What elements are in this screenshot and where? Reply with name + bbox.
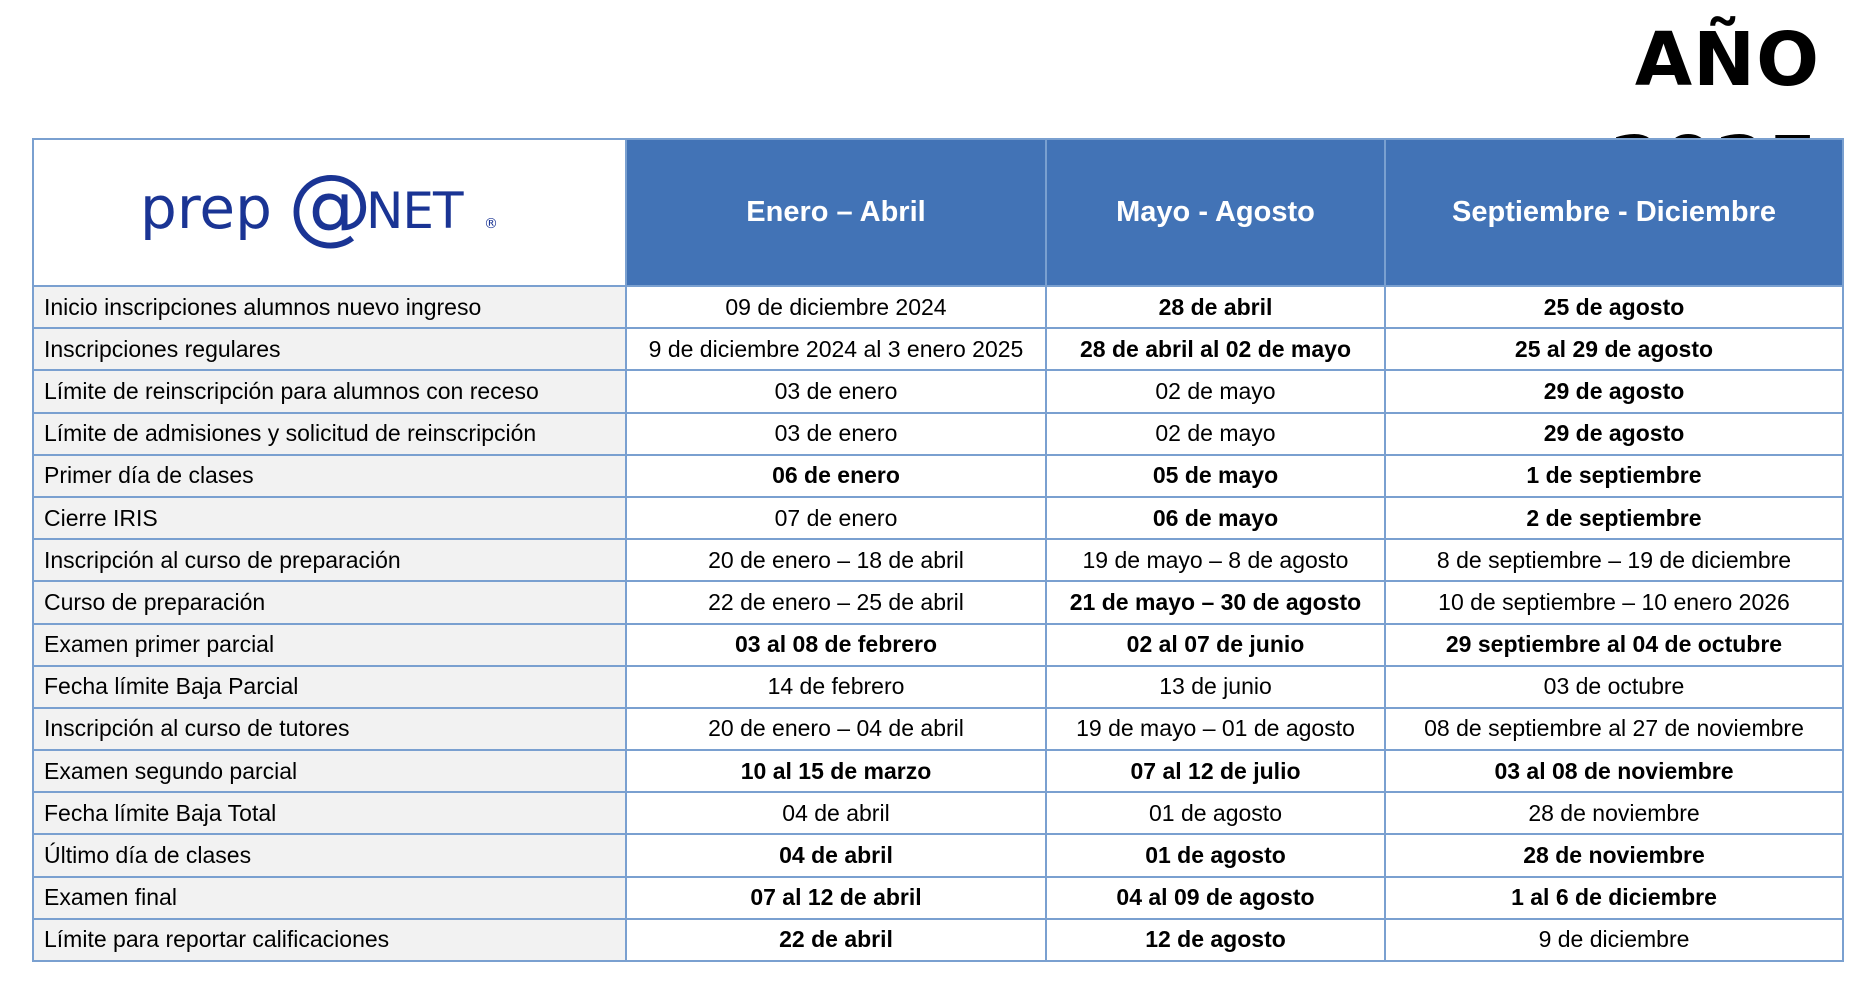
cell-period-1: 03 de enero xyxy=(626,413,1046,455)
cell-period-2: 07 al 12 de julio xyxy=(1046,750,1385,792)
cell-period-1: 10 al 15 de marzo xyxy=(626,750,1046,792)
table-row xyxy=(33,497,1843,539)
cell-period-3: 29 de agosto xyxy=(1385,413,1843,455)
cell-period-1: 04 de abril xyxy=(626,834,1046,876)
cell-period-3: 03 de octubre xyxy=(1385,666,1843,708)
cell-period-3: 03 al 08 de noviembre xyxy=(1385,750,1843,792)
cell-period-2: 04 al 09 de agosto xyxy=(1046,877,1385,919)
table-row xyxy=(33,624,1843,666)
cell-period-1: 03 al 08 de febrero xyxy=(626,624,1046,666)
cell-period-3: 10 de septiembre – 10 enero 2026 xyxy=(1385,581,1843,623)
table-row xyxy=(33,750,1843,792)
cell-period-3: 9 de diciembre xyxy=(1385,919,1843,961)
cell-period-2: 06 de mayo xyxy=(1046,497,1385,539)
cell-period-1: 9 de diciembre 2024 al 3 enero 2025 xyxy=(626,328,1046,370)
cell-period-3: 2 de septiembre xyxy=(1385,497,1843,539)
cell-period-2: 01 de agosto xyxy=(1046,834,1385,876)
row-label: Curso de preparación xyxy=(33,581,626,623)
cell-period-1: 22 de enero – 25 de abril xyxy=(626,581,1046,623)
cell-period-1: 20 de enero – 04 de abril xyxy=(626,708,1046,750)
row-label: Límite de admisiones y solicitud de reinscripción xyxy=(33,413,626,455)
cell-period-3: 08 de septiembre al 27 de noviembre xyxy=(1385,708,1843,750)
logo-text-at: @ xyxy=(287,167,372,254)
cell-period-3: 8 de septiembre – 19 de diciembre xyxy=(1385,539,1843,581)
table-header-row xyxy=(33,139,1843,286)
row-label: Límite de reinscripción para alumnos con receso xyxy=(33,370,626,412)
cell-period-1: 22 de abril xyxy=(626,919,1046,961)
cell-period-2: 19 de mayo – 01 de agosto xyxy=(1046,708,1385,750)
page-title: AÑO xyxy=(1634,17,1820,103)
row-label: Inicio inscripciones alumnos nuevo ingreso xyxy=(33,286,626,328)
cell-period-3: 29 septiembre al 04 de octubre xyxy=(1385,624,1843,666)
cell-period-1: 07 al 12 de abril xyxy=(626,877,1046,919)
table-row xyxy=(33,666,1843,708)
row-label: Límite para reportar calificaciones xyxy=(33,919,626,961)
row-label: Examen segundo parcial xyxy=(33,750,626,792)
table-row xyxy=(33,581,1843,623)
cell-period-3: 1 al 6 de diciembre xyxy=(1385,877,1843,919)
table-row xyxy=(33,539,1843,581)
cell-period-1: 20 de enero – 18 de abril xyxy=(626,539,1046,581)
cell-period-2: 01 de agosto xyxy=(1046,792,1385,834)
table-row xyxy=(33,455,1843,497)
prepanet-logo-icon xyxy=(140,168,520,258)
header-period-1: Enero – Abril xyxy=(626,139,1046,286)
cell-period-2: 05 de mayo xyxy=(1046,455,1385,497)
cell-period-2: 13 de junio xyxy=(1046,666,1385,708)
cell-period-2: 28 de abril xyxy=(1046,286,1385,328)
cell-period-3: 25 al 29 de agosto xyxy=(1385,328,1843,370)
cell-period-1: 06 de enero xyxy=(626,455,1046,497)
header-period-3: Septiembre - Diciembre xyxy=(1385,139,1843,286)
row-label: Inscripción al curso de preparación xyxy=(33,539,626,581)
table-row xyxy=(33,877,1843,919)
header-period-2: Mayo - Agosto xyxy=(1046,139,1385,286)
cell-period-2: 02 de mayo xyxy=(1046,370,1385,412)
row-label: Fecha límite Baja Total xyxy=(33,792,626,834)
table-row xyxy=(33,286,1843,328)
table-row xyxy=(33,919,1843,961)
row-label: Último día de clases xyxy=(33,834,626,876)
cell-period-3: 29 de agosto xyxy=(1385,370,1843,412)
cell-period-3: 25 de agosto xyxy=(1385,286,1843,328)
cell-period-2: 21 de mayo – 30 de agosto xyxy=(1046,581,1385,623)
cell-period-2: 02 de mayo xyxy=(1046,413,1385,455)
table-row xyxy=(33,834,1843,876)
cell-period-2: 12 de agosto xyxy=(1046,919,1385,961)
row-label: Examen final xyxy=(33,877,626,919)
cell-period-1: 14 de febrero xyxy=(626,666,1046,708)
logo-text-prep: prep xyxy=(139,173,272,242)
cell-period-3: 28 de noviembre xyxy=(1385,834,1843,876)
calendar-table xyxy=(32,138,1844,962)
row-label: Fecha límite Baja Parcial xyxy=(33,666,626,708)
logo-cell xyxy=(33,139,626,286)
row-label: Inscripciones regulares xyxy=(33,328,626,370)
logo-registered-mark: ® xyxy=(483,215,498,232)
table-row xyxy=(33,370,1843,412)
cell-period-2: 28 de abril al 02 de mayo xyxy=(1046,328,1385,370)
prepanet-logo xyxy=(34,168,625,258)
cell-period-2: 19 de mayo – 8 de agosto xyxy=(1046,539,1385,581)
cell-period-1: 07 de enero xyxy=(626,497,1046,539)
row-label: Inscripción al curso de tutores xyxy=(33,708,626,750)
row-label: Cierre IRIS xyxy=(33,497,626,539)
table-row xyxy=(33,708,1843,750)
row-label: Primer día de clases xyxy=(33,455,626,497)
cell-period-2: 02 al 07 de junio xyxy=(1046,624,1385,666)
table-row xyxy=(33,413,1843,455)
cell-period-3: 1 de septiembre xyxy=(1385,455,1843,497)
cell-period-1: 03 de enero xyxy=(626,370,1046,412)
logo-text-net: NET xyxy=(365,181,463,240)
table-row xyxy=(33,792,1843,834)
cell-period-3: 28 de noviembre xyxy=(1385,792,1843,834)
cell-period-1: 09 de diciembre 2024 xyxy=(626,286,1046,328)
table-row xyxy=(33,328,1843,370)
cell-period-1: 04 de abril xyxy=(626,792,1046,834)
row-label: Examen primer parcial xyxy=(33,624,626,666)
